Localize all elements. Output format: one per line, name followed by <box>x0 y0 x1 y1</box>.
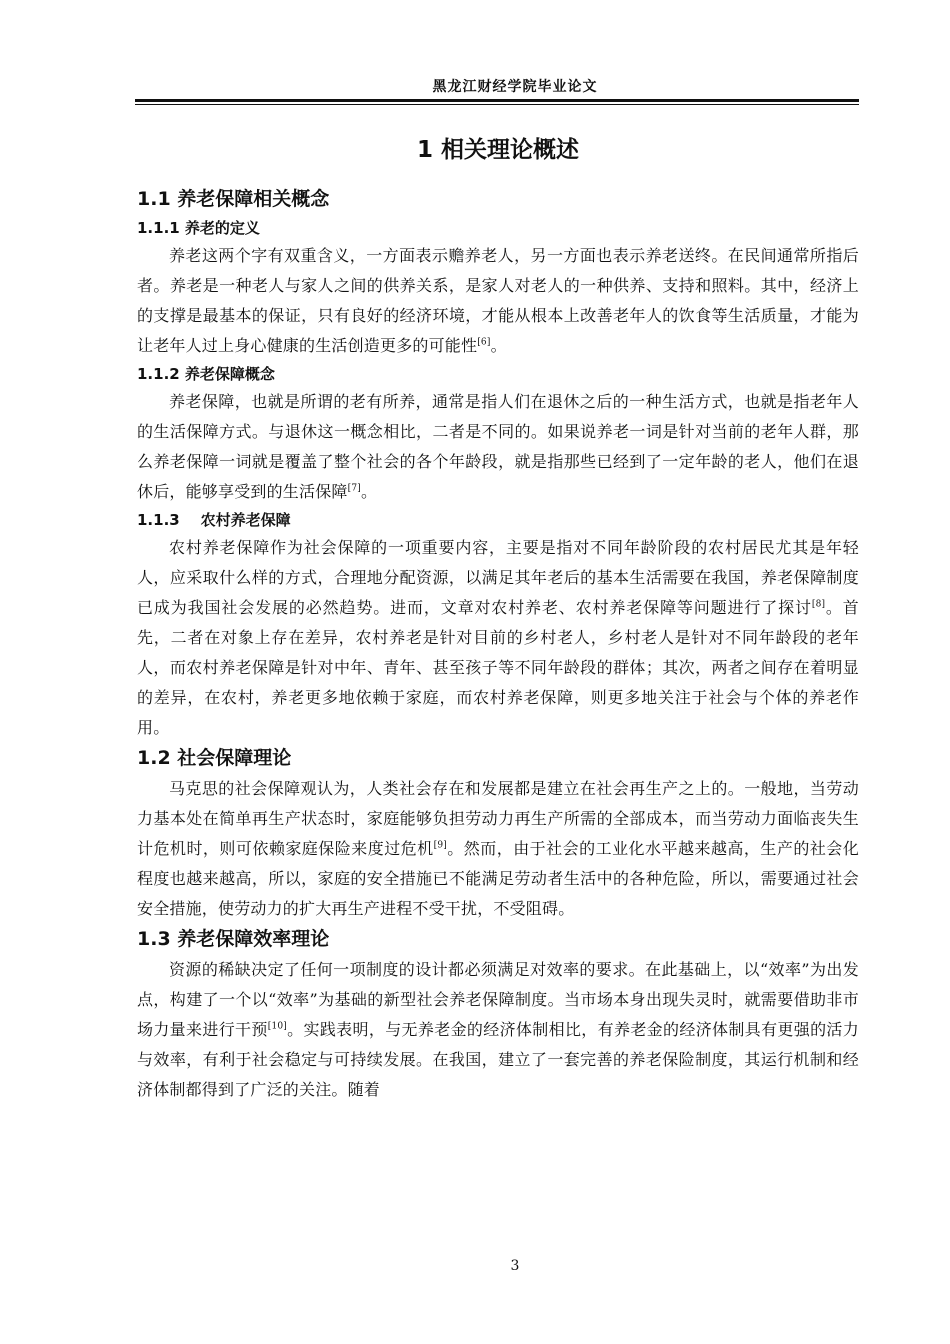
section-1-2-heading: 1.2 社会保障理论 <box>137 747 292 769</box>
paragraph-text-cont: 。首先，二者在对象上存在差异，农村养老是针对目前的乡村老人，乡村老人是针对不同年龄段的老年人，而农村养老保障是针对中年、青年、甚至孩子等不同年龄段的群体；其次，两者之间存在着明显的差异，在农村，养老更多地依赖于家庭，而农村养老保障，则更多地关注于社会与个体的养老作用。 <box>137 598 859 737</box>
paragraph-tail: 。 <box>360 482 378 501</box>
paragraph-1-1-3 <box>137 533 859 743</box>
section-1-3-heading: 1.3 养老保障效率理论 <box>137 928 330 950</box>
section-1-1-2-heading: 1.1.2 养老保障概念 <box>137 365 275 383</box>
chapter-title: 1 相关理论概述 <box>416 137 579 163</box>
header-rule-thick <box>135 99 859 102</box>
paragraph-text: 资源的稀缺决定了任何一项制度的设计都必须满足对效率的要求。在此基础上，以“效率”为出发点，构建了一个以“效率”为基础的新型社会养老保障制度。当市场本身出现失灵时，就需要借助非市场力量来进行干预 <box>137 960 859 1039</box>
citation-6[interactable]: [6] <box>477 337 491 348</box>
paragraph-text-cont: 。实践表明，与无养老金的经济体制相比，有养老金的经济体制具有更强的活力与效率，有利于社会稳定与可持续发展。在我国，建立了一套完善的养老保险制度，其运行机制和经济体制都得到了广泛的关注。随着 <box>137 1020 859 1099</box>
citation-9[interactable]: [9] <box>433 840 447 851</box>
citation-10[interactable]: [10] <box>267 1021 288 1032</box>
section-1-1-1-heading: 1.1.1 养老的定义 <box>137 219 260 237</box>
paragraph-text: 农村养老保障作为社会保障的一项重要内容，主要是指对不同年龄阶段的农村居民尤其是年轻人，应采取什么样的方式，合理地分配资源，以满足其年老后的基本生活需要在我国，养老保障制度已成为我国社会发展的必然趋势。进而，文章对农村养老、农村养老保障等问题进行了探讨 <box>137 538 859 617</box>
page-body <box>137 128 859 1105</box>
paragraph-text: 养老这两个字有双重含义，一方面表示赡养老人，另一方面也表示养老送终。在民间通常所指后者。养老是一种老人与家人之间的供养关系，是家人对老人的一种供养、支持和照料。其中，经济上的支撑是最基本的保证，只有良好的经济环境，才能从根本上改善老年人的饮食等生活质量，才能为让老年人过上身心健康的生活创造更多的可能性 <box>137 246 859 355</box>
section-1-1-3-heading: 1.1.3 农村养老保障 <box>137 511 291 529</box>
citation-7[interactable]: [7] <box>347 483 361 494</box>
paragraph-1-1-1 <box>137 241 859 361</box>
paragraph-text: 马克思的社会保障观认为，人类社会存在和发展都是建立在社会再生产之上的。一般地，当劳动力基本处在简单再生产状态时，家庭能够负担劳动力再生产所需的全部成本，而当劳动力面临丧失生计危机时，则可依赖家庭保险来度过危机 <box>137 779 859 858</box>
citation-8[interactable]: [8] <box>811 599 826 610</box>
running-header-title: 黑龙江财经学院毕业论文 <box>432 79 598 95</box>
section-1-1-heading: 1.1 养老保障相关概念 <box>137 188 330 210</box>
paragraph-1-1-2 <box>137 387 859 507</box>
paragraph-1-2 <box>137 774 859 924</box>
paragraph-1-3 <box>137 955 859 1105</box>
paragraph-text: 养老保障，也就是所谓的老有所养，通常是指人们在退休之后的一种生活方式，也就是指老年人的生活保障方式。与退休这一概念相比，二者是不同的。如果说养老一词是针对当前的老年人群，那么养老保障一词就是覆盖了整个社会的各个年龄段，就是指那些已经到了一定年龄的老人，他们在退休后，能够享受到的生活保障 <box>137 392 859 501</box>
header-rule-thin <box>135 104 859 105</box>
paragraph-text-cont: 。然而，由于社会的工业化水平越来越高，生产的社会化程度也越来越高，所以，家庭的安全措施已不能满足劳动者生活中的各种危险，所以，需要通过社会安全措施，使劳动力的扩大再生产进程不受干扰，不受阻碍。 <box>137 839 859 918</box>
page-number: 3 <box>510 1258 520 1274</box>
paragraph-tail: 。 <box>490 336 507 355</box>
